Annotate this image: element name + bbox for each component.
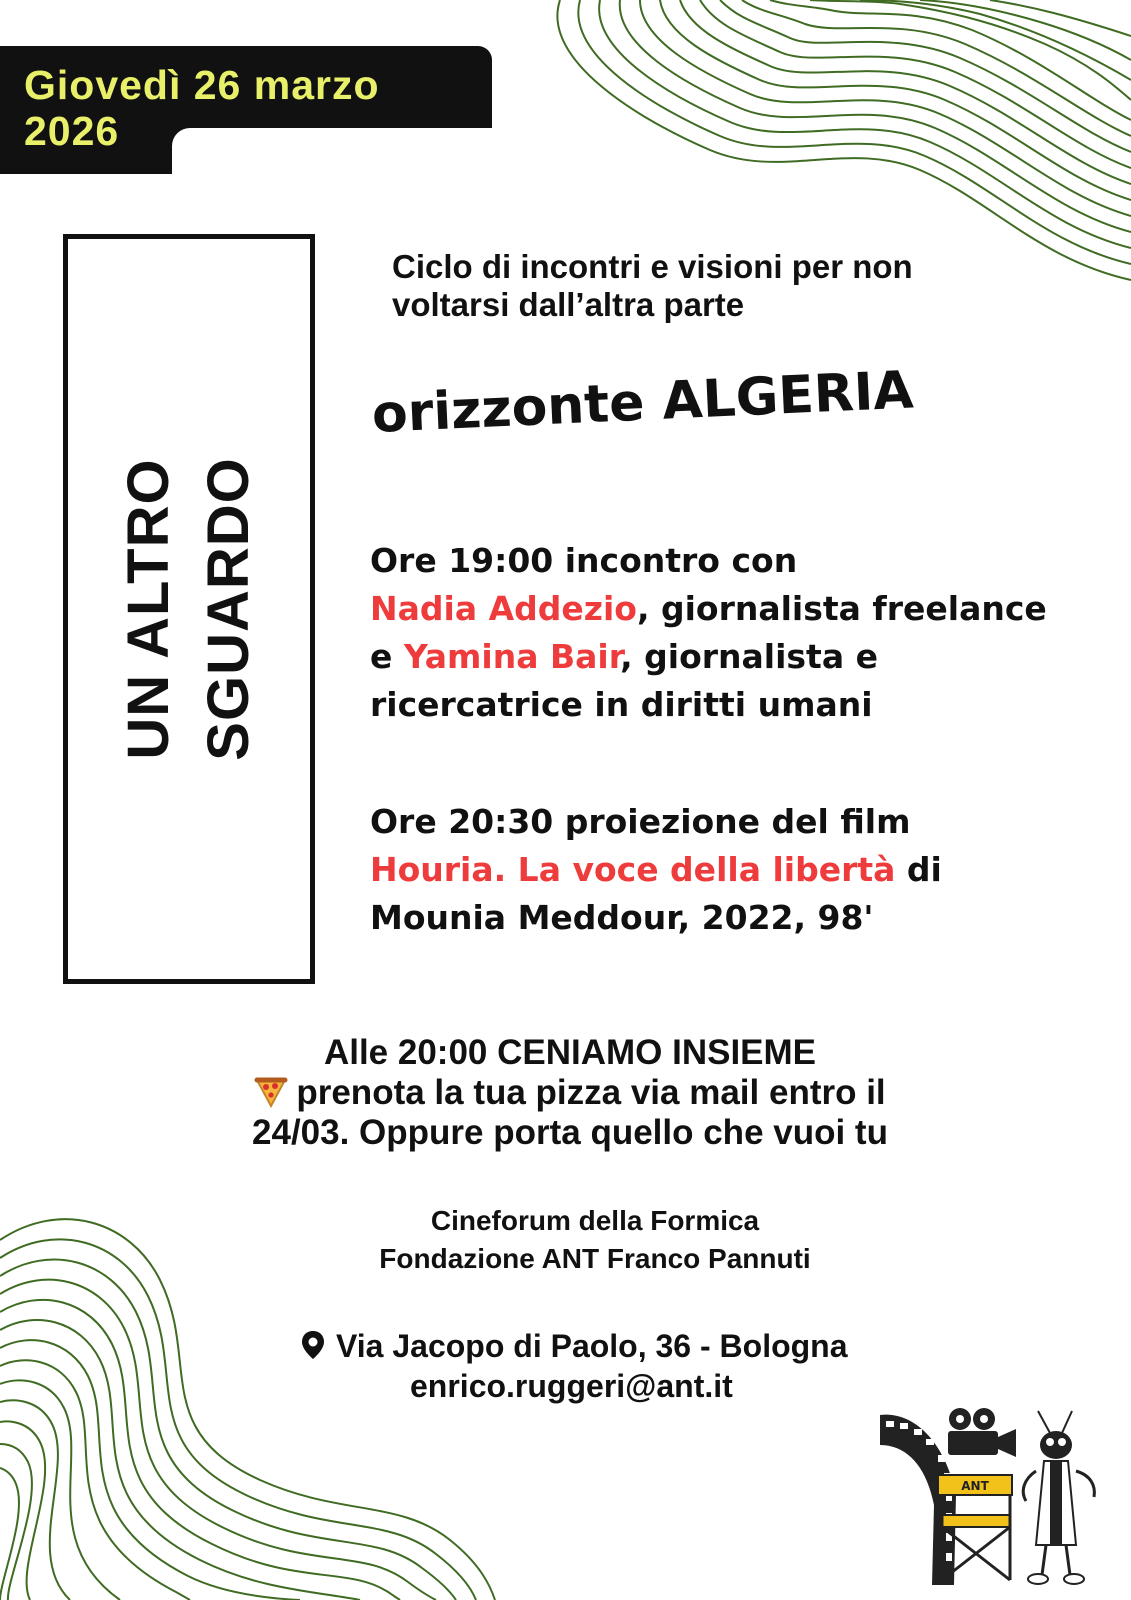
topic-heading: orizzonte ALGERIA bbox=[370, 360, 915, 445]
date-line-1: Giovedì 26 marzo bbox=[24, 62, 380, 108]
location-pin-icon bbox=[300, 1330, 326, 1360]
meeting-intro: Ore 19:00 incontro con bbox=[370, 541, 798, 580]
dinner-line-2-wrap bbox=[140, 1073, 1000, 1113]
guest-1-name: Nadia Addezio bbox=[370, 589, 637, 628]
cineforum-logo bbox=[876, 1405, 1104, 1589]
film-credits: Mounia Meddour, 2022, 98' bbox=[370, 898, 874, 937]
series-title-box bbox=[63, 234, 315, 984]
movie-camera-icon bbox=[948, 1408, 1016, 1457]
dinner-line-1: Alle 20:00 CENIAMO INSIEME bbox=[323, 1033, 817, 1072]
film-strip-icon bbox=[880, 1415, 956, 1585]
organizer-2: Fondazione ANT Franco Pannuti bbox=[379, 1243, 811, 1274]
date-badge bbox=[0, 46, 492, 174]
series-title bbox=[109, 259, 269, 959]
dinner-line-2: prenota la tua pizza via mail entro il bbox=[296, 1073, 886, 1112]
contact-info bbox=[300, 1326, 960, 1406]
organizers bbox=[280, 1202, 910, 1278]
film-title: Houria. La voce della libertà bbox=[370, 850, 896, 889]
dinner-line-3: 24/03. Oppure porta quello che vuoi tu bbox=[252, 1113, 888, 1152]
address-text: Via Jacopo di Paolo, 36 - Bologna bbox=[336, 1328, 848, 1364]
film-by: di bbox=[895, 850, 942, 889]
guest-2-name: Yamina Bair bbox=[403, 637, 621, 676]
date-line-2: 2026 bbox=[24, 108, 120, 154]
guest-1-role: , giornalista freelance bbox=[636, 589, 1047, 628]
contact-email[interactable]: enrico.ruggeri@ant.it bbox=[410, 1368, 733, 1404]
event-meeting bbox=[370, 537, 1070, 729]
pizza-icon bbox=[254, 1074, 288, 1108]
organizer-1: Cineforum della Formica bbox=[430, 1205, 760, 1236]
chair-label: ANT bbox=[961, 1479, 989, 1493]
guest-connector: e bbox=[370, 637, 404, 676]
series-title-line-2: SGUARDO bbox=[196, 457, 261, 761]
series-title-line-1: UN ALTRO bbox=[116, 458, 181, 760]
screening-intro: Ore 20:30 proiezione del film bbox=[370, 802, 911, 841]
ant-mascot-icon bbox=[1023, 1411, 1094, 1584]
subtitle: Ciclo di incontri e visioni per non voltarsi dall’altra parte bbox=[392, 248, 913, 323]
dinner-info bbox=[140, 1033, 1000, 1153]
event-screening bbox=[370, 798, 1070, 942]
badge-notch bbox=[172, 128, 492, 178]
guest-2-role: , giornalista e ricercatrice in diritti umani bbox=[370, 637, 878, 724]
